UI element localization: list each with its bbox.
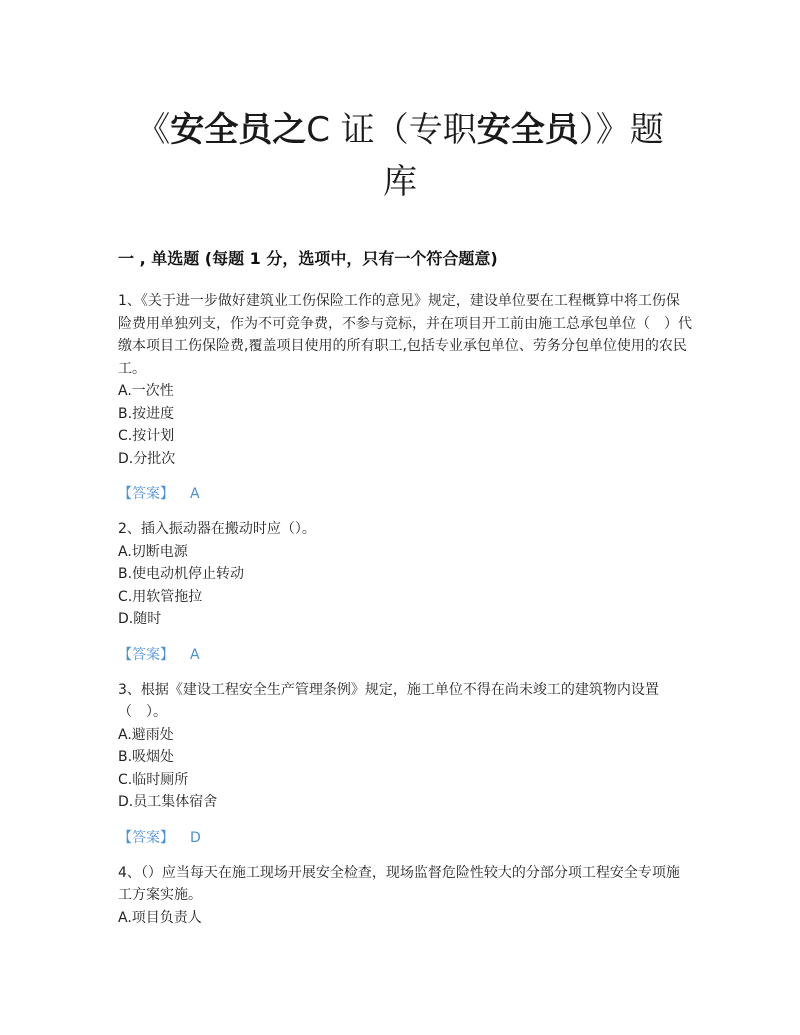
question-stem: 4、（）应当每天在施工现场开展安全检查，现场监督危险性较大的分部分项工程安全专项施工方案实施。 bbox=[118, 864, 680, 903]
answer-value: D bbox=[190, 829, 201, 846]
option-a: A.避雨处 bbox=[118, 726, 174, 743]
option-a: A.项目负责人 bbox=[118, 909, 202, 926]
question-2 bbox=[118, 518, 693, 666]
title-part-5: ）》题 bbox=[578, 110, 664, 150]
question-stem: 2、插入振动器在搬动时应（）。 bbox=[118, 521, 316, 537]
section-heading: 一 , 单选题 (每题 1 分，选项中，只有一个符合题意) bbox=[118, 249, 498, 268]
answer-line bbox=[118, 644, 693, 666]
answer-value: A bbox=[190, 646, 200, 663]
answer-label: 【答案】 bbox=[118, 646, 174, 663]
answer-line bbox=[118, 827, 693, 849]
question-1 bbox=[118, 290, 693, 505]
title-part-1: 《 bbox=[136, 110, 171, 150]
title-part-3: C 证（专职 bbox=[306, 110, 477, 150]
option-b: B.使电动机停止转动 bbox=[118, 566, 245, 582]
option-a: A.一次性 bbox=[118, 383, 174, 399]
option-c: C.按计划 bbox=[118, 428, 175, 444]
answer-label: 【答案】 bbox=[118, 486, 174, 502]
question-stem: 3、根据《建设工程安全生产管理条例》规定，施工单位不得在尚未竣工的建筑物内设置（ ）。 bbox=[118, 681, 659, 720]
question-3 bbox=[118, 679, 693, 849]
answer-value: A bbox=[190, 486, 200, 502]
title-part-2: 安全员之 bbox=[170, 110, 307, 150]
option-d: D.随时 bbox=[118, 611, 162, 627]
title-line-2: 库 bbox=[383, 162, 417, 202]
question-4 bbox=[118, 862, 693, 930]
question-list bbox=[118, 290, 693, 929]
option-d: D.分批次 bbox=[118, 450, 176, 467]
option-c: C.临时厕所 bbox=[118, 771, 189, 788]
answer-line bbox=[118, 483, 693, 505]
option-a: A.切断电源 bbox=[118, 543, 188, 560]
option-b: B.吸烟处 bbox=[118, 749, 175, 765]
option-b: B.按进度 bbox=[118, 405, 175, 422]
answer-label: 【答案】 bbox=[118, 829, 174, 846]
document-title bbox=[100, 104, 700, 208]
title-part-4: 安全员 bbox=[476, 110, 579, 150]
option-d: D.员工集体宿舍 bbox=[118, 794, 218, 810]
option-c: C.用软管拖拉 bbox=[118, 588, 203, 605]
question-stem: 1、《关于进一步做好建筑业工伤保险工作的意见》规定，建设单位要在工程概算中将工伤保险费用单独列支，作为不可竞争费，不参与竞标，并在项目开工前由施工总承包单位（ ）代缴本项目工伤保险费,覆盖项目使用的所有职工,包括专业承包单位、劳务分包单位使用的农民工。 bbox=[118, 293, 692, 377]
